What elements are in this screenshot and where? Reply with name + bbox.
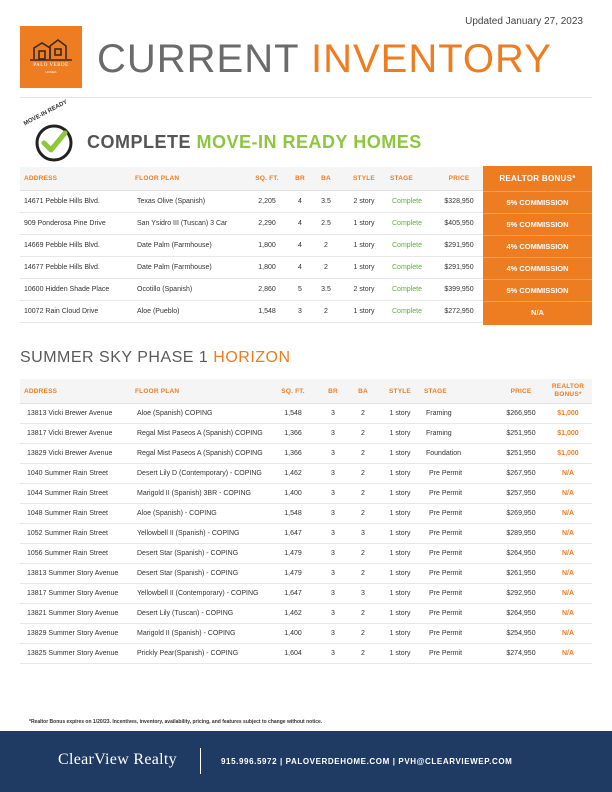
cell-stage: Complete: [392, 242, 422, 249]
cell-br: 5: [298, 286, 302, 293]
cell-sqft: 2,290: [258, 220, 276, 227]
cell-style: 1 story: [353, 264, 375, 271]
cell-floor-plan: Desert Star (Spanish) - COPING: [137, 570, 239, 577]
footer-divider: [200, 748, 201, 774]
cell-ba: 2: [361, 630, 365, 637]
cell-style: 1 story: [389, 450, 411, 457]
logo-text: PALO VERDE: [33, 63, 69, 68]
page-title: [97, 36, 552, 82]
section1-title-part1: COMPLETE: [87, 132, 192, 152]
cell-price: $264,950: [506, 550, 536, 557]
cell-stage: Pre Permit: [429, 470, 463, 477]
cell-bonus: N/A: [561, 550, 575, 557]
cell-bonus: N/A: [483, 301, 592, 323]
cell-address: 13829 Vicki Brewer Avenue: [27, 450, 113, 457]
cell-sqft: 1,548: [284, 410, 302, 417]
cell-floor-plan: Desert Star (Spanish) - COPING: [137, 550, 239, 557]
cell-style: 1 story: [389, 570, 411, 577]
cell-stage: Pre Permit: [429, 570, 463, 577]
badge-text: MOVE-IN READY: [23, 99, 69, 128]
cell-stage: Framing: [426, 410, 452, 417]
col-address: ADDRESS: [24, 387, 58, 395]
cell-br: 3: [331, 630, 335, 637]
cell-address: 13829 Summer Story Avenue: [27, 630, 119, 637]
col-br: BR: [328, 387, 338, 395]
cell-price: $267,950: [506, 470, 536, 477]
cell-floor-plan: Ocotillo (Spanish): [137, 286, 193, 293]
table-row: [20, 544, 592, 564]
col-address: ADDRESS: [24, 175, 58, 182]
cell-floor-plan: Aloe (Spanish) COPING: [137, 410, 213, 417]
cell-bonus: N/A: [561, 490, 575, 497]
cell-floor-plan: Prickly Pear(Spanish) - COPING: [137, 650, 239, 657]
cell-stage: Complete: [392, 286, 422, 293]
cell-price: $289,950: [506, 530, 536, 537]
cell-address: 1052 Summer Rain Street: [27, 530, 108, 537]
cell-br: 3: [331, 410, 335, 417]
contact-info: 915.996.5972 | PALOVERDEHOME.COM | PVH@CLEARVIEWEP.COM: [221, 757, 513, 766]
cell-sqft: 2,205: [258, 198, 276, 205]
cell-address: 13817 Summer Story Avenue: [27, 590, 119, 597]
col-ba: BA: [321, 175, 331, 182]
cell-sqft: 1,479: [284, 570, 302, 577]
cell-ba: 2: [361, 470, 365, 477]
cell-bonus: 5% COMMISSION: [483, 279, 592, 301]
cell-ba: 2: [361, 550, 365, 557]
cell-stage: Foundation: [426, 450, 462, 457]
cell-bonus: 5% COMMISSION: [483, 213, 592, 235]
table-row: [20, 624, 592, 644]
cell-ba: 3.5: [321, 286, 331, 293]
cell-address: 10072 Rain Cloud Drive: [24, 308, 99, 315]
table-row: [20, 404, 592, 424]
cell-address: 1040 Summer Rain Street: [27, 470, 108, 477]
cell-ba: 2: [324, 308, 328, 315]
cell-address: 13813 Vicki Brewer Avenue: [27, 410, 113, 417]
cell-price: $274,950: [506, 650, 536, 657]
cell-ba: 2: [361, 570, 365, 577]
cell-sqft: 1,462: [284, 470, 302, 477]
cell-br: 3: [331, 430, 335, 437]
cell-style: 1 story: [389, 630, 411, 637]
cell-ba: 3.5: [321, 198, 331, 205]
cell-address: 909 Ponderosa Pine Drive: [24, 220, 106, 227]
realtor-bonus-column: [483, 166, 592, 325]
col-style: STYLE: [389, 387, 411, 395]
cell-address: 1056 Summer Rain Street: [27, 550, 108, 557]
cell-br: 3: [331, 490, 335, 497]
move-in-ready-table: [20, 167, 592, 323]
cell-floor-plan: Regal Mist Paseos A (Spanish) COPING: [137, 450, 263, 457]
cell-sqft: 1,800: [258, 264, 276, 271]
section1-title-part2: MOVE-IN READY HOMES: [196, 132, 422, 152]
cell-floor-plan: Date Palm (Farmhouse): [137, 242, 212, 249]
cell-bonus: N/A: [561, 470, 575, 477]
table-row: [20, 564, 592, 584]
col-style: STYLE: [353, 175, 375, 182]
cell-ba: 3: [361, 530, 365, 537]
cell-br: 3: [331, 530, 335, 537]
updated-date: Updated January 27, 2023: [465, 16, 583, 27]
cell-bonus: N/A: [561, 530, 575, 537]
cell-stage: Pre Permit: [429, 590, 463, 597]
cell-stage: Pre Permit: [429, 510, 463, 517]
table-row: [20, 464, 592, 484]
cell-floor-plan: Desert Lily D (Contemporary) - COPING: [137, 470, 262, 477]
cell-sqft: 2,860: [258, 286, 276, 293]
cell-price: $257,950: [506, 490, 536, 497]
cell-ba: 2: [324, 264, 328, 271]
cell-address: 14669 Pebble Hills Blvd.: [24, 242, 100, 249]
cell-style: 1 story: [353, 242, 375, 249]
col-floor-plan: FLOOR PLAN: [135, 175, 180, 182]
cell-floor-plan: Marigold II (Spanish) - COPING: [137, 630, 236, 637]
cell-br: 3: [331, 610, 335, 617]
cell-stage: Complete: [392, 198, 422, 205]
cell-price: $254,950: [506, 630, 536, 637]
table-row: [20, 484, 592, 504]
cell-br: 4: [298, 198, 302, 205]
table-row: [20, 604, 592, 624]
col-bonus: [548, 379, 588, 403]
cell-bonus: 4% COMMISSION: [483, 235, 592, 257]
cell-price: $291,950: [444, 242, 474, 249]
cell-floor-plan: San Ysidro III (Tuscan) 3 Car: [137, 220, 228, 227]
cell-floor-plan: Date Palm (Farmhouse): [137, 264, 212, 271]
cell-sqft: 1,604: [284, 650, 302, 657]
cell-sqft: 1,800: [258, 242, 276, 249]
cell-sqft: 1,479: [284, 550, 302, 557]
cell-bonus: N/A: [561, 570, 575, 577]
col-br: BR: [295, 175, 305, 182]
cell-ba: 2: [361, 610, 365, 617]
table-row: [20, 524, 592, 544]
cell-br: 3: [331, 450, 335, 457]
cell-style: 1 story: [389, 510, 411, 517]
cell-br: 3: [298, 308, 302, 315]
cell-style: 2 story: [353, 198, 375, 205]
house-logo-icon: [20, 26, 82, 88]
cell-ba: 2: [361, 490, 365, 497]
move-in-ready-badge: [20, 99, 76, 164]
cell-address: 13821 Summer Story Avenue: [27, 610, 119, 617]
cell-stage: Pre Permit: [429, 650, 463, 657]
cell-br: 3: [331, 510, 335, 517]
cell-bonus: 5% COMMISSION: [483, 191, 592, 213]
cell-sqft: 1,462: [284, 610, 302, 617]
page-title-part2: INVENTORY: [310, 37, 552, 81]
cell-ba: 2.5: [321, 220, 331, 227]
col-bonus: REALTOR BONUS*: [499, 174, 576, 183]
cell-stage: Pre Permit: [429, 490, 463, 497]
cell-floor-plan: Aloe (Pueblo): [137, 308, 180, 315]
brand-name: ClearView Realty: [58, 751, 177, 768]
cell-ba: 2: [361, 510, 365, 517]
cell-price: $251,950: [506, 450, 536, 457]
table-row: [20, 504, 592, 524]
cell-stage: Pre Permit: [429, 530, 463, 537]
cell-bonus: N/A: [561, 610, 575, 617]
cell-price: $269,950: [506, 510, 536, 517]
col-ba: BA: [358, 387, 368, 395]
cell-bonus: $1,000: [557, 430, 579, 437]
col-sqft: SQ. FT.: [281, 387, 305, 395]
section2-title-part1: SUMMER SKY PHASE 1: [20, 349, 209, 366]
col-sqft: SQ. FT.: [255, 175, 279, 182]
footnote: *Realtor Bonus expires on 1/20/23. Incentives, inventory, availability, pricing, and features subject to change without notice.: [29, 719, 323, 725]
cell-bonus: N/A: [561, 510, 575, 517]
cell-br: 3: [331, 470, 335, 477]
cell-br: 3: [331, 590, 335, 597]
cell-price: $399,950: [444, 286, 474, 293]
cell-sqft: 1,366: [284, 430, 302, 437]
cell-floor-plan: Aloe (Spanish) - COPING: [137, 510, 217, 517]
col-bonus-line2: BONUS*: [554, 391, 582, 398]
cell-address: 13817 Vicki Brewer Avenue: [27, 430, 113, 437]
cell-ba: 2: [361, 430, 365, 437]
cell-address: 14671 Pebble Hills Blvd.: [24, 198, 100, 205]
cell-stage: Complete: [392, 264, 422, 271]
cell-address: 1044 Summer Rain Street: [27, 490, 108, 497]
logo-subtext: HOMES: [45, 70, 57, 74]
section2-title-part2: HORIZON: [213, 349, 291, 366]
horizon-table: [20, 379, 592, 664]
cell-style: 1 story: [353, 220, 375, 227]
cell-bonus: $1,000: [557, 450, 579, 457]
palo-verde-logo: [20, 26, 82, 88]
cell-sqft: 1,366: [284, 450, 302, 457]
cell-price: $328,950: [444, 198, 474, 205]
cell-sqft: 1,400: [284, 490, 302, 497]
cell-style: 1 story: [389, 530, 411, 537]
cell-sqft: 1,548: [258, 308, 276, 315]
cell-style: 1 story: [389, 610, 411, 617]
cell-style: 2 story: [353, 286, 375, 293]
cell-address: 14677 Pebble Hills Blvd.: [24, 264, 100, 271]
cell-style: 1 story: [389, 650, 411, 657]
col-stage: STAGE: [390, 175, 413, 182]
cell-bonus: N/A: [561, 630, 575, 637]
table-header: [20, 379, 592, 404]
cell-style: 1 story: [389, 430, 411, 437]
title-divider: [20, 97, 592, 98]
cell-ba: 3: [361, 590, 365, 597]
cell-stage: Framing: [426, 430, 452, 437]
cell-br: 3: [331, 570, 335, 577]
cell-br: 4: [298, 242, 302, 249]
cell-stage: Complete: [392, 308, 422, 315]
cell-br: 4: [298, 220, 302, 227]
table-row: [20, 644, 592, 664]
page-title-part1: CURRENT: [97, 37, 299, 81]
cell-address: 13825 Summer Story Avenue: [27, 650, 119, 657]
cell-stage: Pre Permit: [429, 610, 463, 617]
cell-stage: Pre Permit: [429, 550, 463, 557]
cell-ba: 2: [324, 242, 328, 249]
cell-sqft: 1,647: [284, 590, 302, 597]
cell-price: $272,950: [444, 308, 474, 315]
col-price: PRICE: [448, 175, 470, 182]
cell-style: 1 story: [389, 410, 411, 417]
cell-floor-plan: Yellowbell II (Contemporary) - COPING: [137, 590, 259, 597]
cell-ba: 2: [361, 450, 365, 457]
cell-style: 1 story: [389, 590, 411, 597]
cell-price: $261,950: [506, 570, 536, 577]
cell-br: 4: [298, 264, 302, 271]
col-bonus-line1: REALTOR: [551, 383, 585, 390]
cell-bonus: N/A: [561, 650, 575, 657]
section2-title: [20, 349, 291, 367]
cell-price: $251,950: [506, 430, 536, 437]
cell-sqft: 1,647: [284, 530, 302, 537]
cell-ba: 2: [361, 410, 365, 417]
cell-price: $266,950: [506, 410, 536, 417]
col-price: PRICE: [510, 387, 532, 395]
cell-bonus: N/A: [561, 590, 575, 597]
cell-address: 1048 Summer Rain Street: [27, 510, 108, 517]
table-row: [20, 444, 592, 464]
cell-floor-plan: Desert Lily (Tuscan) - COPING: [137, 610, 234, 617]
cell-br: 3: [331, 650, 335, 657]
cell-price: $405,950: [444, 220, 474, 227]
cell-floor-plan: Regal Mist Paseos A (Spanish) COPING: [137, 430, 263, 437]
cell-address: 10600 Hidden Shade Place: [24, 286, 110, 293]
cell-floor-plan: Marigold II (Spanish) 3BR - COPING: [137, 490, 251, 497]
cell-style: 1 story: [389, 490, 411, 497]
cell-ba: 2: [361, 650, 365, 657]
cell-sqft: 1,400: [284, 630, 302, 637]
cell-floor-plan: Yellowbell II (Spanish) - COPING: [137, 530, 240, 537]
col-stage: STAGE: [424, 387, 447, 395]
cell-address: 13813 Summer Story Avenue: [27, 570, 119, 577]
footer: [0, 731, 612, 792]
cell-stage: Pre Permit: [429, 630, 463, 637]
cell-style: 1 story: [389, 470, 411, 477]
section1-title: [87, 132, 422, 153]
cell-style: 1 story: [389, 550, 411, 557]
cell-price: $292,950: [506, 590, 536, 597]
cell-sqft: 1,548: [284, 510, 302, 517]
cell-bonus: $1,000: [557, 410, 579, 417]
cell-floor-plan: Texas Olive (Spanish): [137, 198, 206, 205]
table-row: [20, 584, 592, 604]
cell-price: $291,950: [444, 264, 474, 271]
cell-stage: Complete: [392, 220, 422, 227]
col-floor-plan: FLOOR PLAN: [135, 387, 180, 395]
cell-br: 3: [331, 550, 335, 557]
cell-style: 1 story: [353, 308, 375, 315]
cell-bonus: 4% COMMISSION: [483, 257, 592, 279]
cell-price: $264,950: [506, 610, 536, 617]
table-row: [20, 424, 592, 444]
